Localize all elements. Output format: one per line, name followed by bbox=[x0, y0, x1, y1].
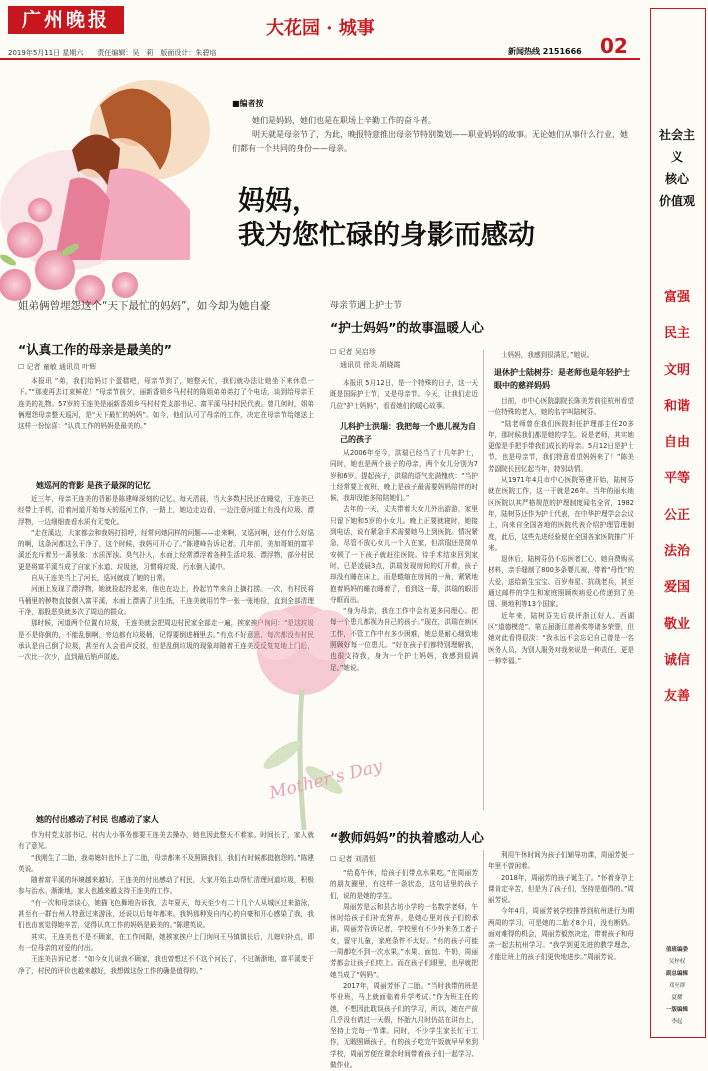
editor-note-text: 她们是妈妈，她们也是在职场上辛勤工作的奋斗者。 明天就是母亲节了，为此，晚报特意推出母亲节特别策划——职业妈妈的故事。无论她们从事什么行业，她们都有一个共同的身份——母亲。 bbox=[232, 116, 628, 153]
newspaper-logo: 广州晚报 bbox=[8, 6, 124, 34]
core-value: 公正 bbox=[663, 507, 690, 523]
sidebar-credits: 值班编委 吴梓权 副总编辑 邓至群 夏耀 一版编辑 李起 bbox=[665, 947, 688, 1025]
article2-body-b-top: 士妈妈，我感到很满足。”她说。 bbox=[501, 351, 594, 359]
article1-body-section2: 作为村党支部书记、村内大小事务都要王连美去操办，她也因此整天不着家。时间长了，家人就有了意见。 “我刚生了二胎，我弟媳妇也怀上了二胎，母亲都来不及照顾我们，我们有时候都挺抱怨的。”陈建英说。 随着富平溪的环境越来越好，王连美的付出感动了村民，大家开始主动帮忙清理河道垃圾，积极参与治水。渐渐地，家人也越来越支持王连美的工作。 “有一次和母亲谈心，她描飞色舞地告诉我，去年夏天，每天至少有二十几个人从城区过来游泳，甚至有一群台州人特意过来游泳，还说以后每年都来。我妈那种发自内心的自豪和开心感染了我，我们也由衷觉得她辛苦，觉得认真工作的妈妈是最美的。”陈建英说。 其实，王连美也不是不顾家，在工作间隙，她挨家挨户上门询问王马镇镇长后，儿媳妇补点，即有一位母亲的对爱的付出。 王连美告诉记者：“如今女儿说我不顾家，我也曾想过不不这个河长了，不过渐渐地，富平溪变干净了，村民的评价也越来越好，我想做这份工作的确是值得的。” bbox=[18, 831, 314, 975]
section-title: 大花园 · 城事 bbox=[266, 18, 375, 39]
article2-byline: ☐ 记者 吴启珍 bbox=[330, 348, 376, 356]
article1-body-intro: 本报讯 “弟，我们给妈订个蛋糕吧，母亲节到了，她整天忙，我们就办法让她坐下来休息一下。”“那麦再去订束鲜花！”母亲节前夕，丽新香姐乡马村村的陈姐弟弟弟打了个电话，谈到给母亲王连美的礼物。57岁的王连美是丽新香姐乡马村村党支部书记、富平溪马村村民代表。曾几何时，姐弟俩埋怨母亲整天巡河，是“天下最忙的妈妈”。如今，他们认可了母亲的工作，决定在母亲节给她送上这样一份惊喜：“认真工作的妈妈是最美的。” bbox=[18, 377, 314, 431]
article1-subhead-2: 她的付出感动了村民 也感动了家人 bbox=[36, 815, 159, 824]
article2-body-intro: 本报讯 5月12日，是一个特殊的日子，这一天既是国际护士节，又是母亲节。今天，让我们走近几位“护士妈妈”，看看她们的暖心故事。 bbox=[330, 379, 478, 410]
page-number: 02 bbox=[600, 34, 628, 58]
news-hotline: 新闻热线 2151666 bbox=[508, 47, 582, 56]
core-value: 敬业 bbox=[663, 616, 690, 632]
article1-subhead-1: 她巡河的背影 是孩子最深的记忆 bbox=[36, 481, 151, 490]
mothers-day-lettering: Mother's Day bbox=[267, 756, 385, 804]
core-value: 和谐 bbox=[663, 398, 690, 414]
column-separator bbox=[483, 350, 484, 810]
core-value: 文明 bbox=[663, 362, 690, 378]
article1-byline: ☐ 记者 童敏 通讯员 叶辉 bbox=[18, 363, 97, 371]
article3-byline: ☐ 记者 刘清恒 bbox=[330, 855, 376, 863]
sidebar-slogan: 社会主义 核心 价值观 bbox=[658, 128, 695, 208]
article1-title: “认真工作的母亲是最美的” bbox=[18, 342, 172, 357]
article2-subhead-a: 儿科护士洪瑞：我把每一个患儿视为自己的孩子 bbox=[340, 422, 476, 444]
date-line: 2019年5月11日 星期六 责任编辑：吴 莉 版面设计：朱碧培 bbox=[8, 49, 217, 57]
core-value: 爱国 bbox=[663, 580, 690, 596]
core-value: 法治 bbox=[663, 544, 690, 560]
article2-body-a: 从2006年至今，洪瑞已经当了十几年护士，同时，她也是两个孩子的母亲，两个女儿分别为7岁和6岁。提起孩子，洪瑞的语气充满愧疚：“当护士经常要上夜班，晚上是孩子最需要妈妈陪伴的时候，我却没能多陪陪她们。” 去年的一天，丈夫带着大女儿外出游游，家里只留下她和5岁的小女儿。晚上正要就寝时，她接到电话，说有紧急手术需要她马上到医院。情况紧急，尽管不放心女儿一个人在家，但洪瑞还是简单安顿了一下孩子就赶往医院。待手术结束回到家时，已是凌晨3点，洪瑞发现房间的灯开着，孩子却没有睡在床上，而是蜷缩在房间的一角，紧紧地抱着妈妈的睡衣睡着了，看到这一幕，洪瑞的眼泪夺眶而出。 “身为母亲，我在工作中会有更多同理心。把每一个患儿都视为自己的孩子。”现在，洪瑞在病区工作，不管工作中有多少困难，她总是耐心细致地照顾好每一位患儿。“好在孩子们都特别理解我，也很支持我，身为一个护士妈妈，我感到很满足。”她说。 bbox=[330, 449, 478, 672]
article3-body-a: “给葛午休，给孩子们带点水果吃。”在周丽芳的朋友圈里，有这样一条状态，这句话里的孩子们，说的是她的学生。 周丽芳是云和县古坊小学的一名数学老师，午休时给孩子们补充营养，是她心里对孩子们的承诺。周丽芳告诉记者，学校里有不少外来务工者子女，留守儿童，家庭条件不太好。“有的孩子可能一周都吃不到一次水果。”水果、面包、牛奶，周丽芳都会让孩子们吃上。而在孩子们眼里，也早就把她当成了“妈妈”。 2017年，周丽芳怀了二胎。“当时我带的班是毕业班，马上就面临着升学考试。”作为班主任的她，不想因此耽误孩子们的学习，所以，她在产前几乎没有请过一天假，怀胎九月时仍站在讲台上，坚持上完每一节课。同时，不少学生家长忙于工作，无暇照顾孩子，有的孩子吃完午饭就早早来到学校，周丽芳便在课余时间带着孩子们一起学习、做作业。 bbox=[330, 869, 478, 1070]
main-headline: 妈妈， 我为您忙碌的身影而感动 bbox=[238, 186, 535, 251]
core-value: 友善 bbox=[663, 689, 690, 705]
article2-byline-2: 通讯员 徐炎 胡晓霞 bbox=[340, 361, 401, 369]
core-value: 诚信 bbox=[663, 652, 690, 668]
core-value: 自由 bbox=[663, 435, 690, 451]
core-value: 富强 bbox=[663, 290, 690, 305]
article3-title: “教师妈妈”的执着感动人心 bbox=[330, 830, 484, 845]
core-values-list bbox=[654, 280, 700, 716]
core-value: 平等 bbox=[663, 471, 690, 487]
article2-kicker: 母亲节遇上护士节 bbox=[330, 301, 403, 311]
article2-body-b: 目前，市中心医院副院长陈美芳前往杭州看望一位特殊的老人，她的名字叫陆树芬。 “陆老师曾在我们医院担任护理部主任20多年，那时候我们都是她的学生。说是老师，其实她更像是手把手带我们成长的母亲。5月12日是护士节，也是母亲节，我们特意看望妈妈来了！”陈美芳副院长回忆起当年，特别动情。 从1971年4月市中心医院筹建开始，陆树芬就在医院工作，这一干就是26年。当年的丽水地区医院以其严格规范的护理制度闻名全省，1982年，陆树芬还作为护士代表，在中华护理学会会议上，向来自全国各地的医院代表介绍护理管理制度，此后，这些先进经验便在全国各家医院推广开来。 退休后，陆树芬仍不忘医者仁心，她自费购买材料，亲手缝制了800多条婴儿被，带着“母性”的大爱，送给新生宝宝、百岁寿星、抗战老兵，甚至通过邮件的学生和家庭照顾疾病爱心传递到了美国、奥地利等13个国家。 近年来，陆树芬先后获评浙江好人、西湖区“道德模范”、第五届浙江慈善奖等诸多荣誉，但她对此看得很淡：“我永远不会忘记自己曾是一名医务人员，为别人服务对我来说是一种责任，更是一种幸福。” bbox=[488, 397, 634, 665]
article1-kicker: 姐弟俩曾埋怨这个“天下最忙的妈妈”，如今却为她自豪 bbox=[18, 300, 271, 312]
article1-body-section1: 近三年，母亲王连美的背影是陈建峰深刻的记忆。每天清晨，当大多数村民还在睡觉，王连美已经带上手机，沿着河道开始每天的巡河工作，一路上，她边走边看，一边注意河道上有没有垃圾、漂浮物，一边细细查看水质有无变化。 “走在溪边，大家都会和我妈打招呼，经常问她同样的问题——走来啊，又巡河啊，还有什么好巡的啊，这条河都这么干净了，这个时候，我妈可开心了。”陈建峰告诉记者。几年前，美加哥姐的富平溪还充斥着另一番景象：水质浑浊、臭气扑人，水面上经常漂浮着各种生活垃圾、漂浮物，部分村民更是将富平溪当成了自家下水道、垃圾池，习惯将垃圾、污水倒入溪中。 自从王连美当上了河长，巡河就成了她的日常。 河面上发现了漂浮物，她就捡起拎起来，他也在边上，拎起竹竿来自上摘打捞。一次，有村民将马桶里的秽物直接倒入富平溪，水面上漂满了卫生纸，王连美就用竹竿一张一张地捡，直到全部清理干净，那股恶臭就多次了周边的群众。 那时候，河道两个位置有垃圾，王连美就会把周边村民家全部走一遍，挨家挨户询问：“是这垃圾是不是你倒的，不能乱倒啊，旁边都有垃圾桶，记得要倒进桶里去。”有点不好意思，每次都没有村民承认是自己倒了垃圾，甚至有人会看声反驳，但是乱倒垃圾的现象却随着王连美反反复复地上门后，一次比一次少，直到最后销声匿迹。 bbox=[18, 495, 314, 662]
article2-title: “护士妈妈”的故事温暖人心 bbox=[330, 320, 484, 335]
article3-body-b: 利用午休时间为孩子们辅导功课，周丽芳便一年里不曾闲着。 2018年，周丽芳的孩子诞生了。“怀着身孕上课肯定辛苦，但是为了孩子们，坚持是值得的。”周丽芳说。 今年4月，周丽芳被学校推荐到杭州进行为期两周的学习，可是她的二胎才8个月，没有断奶。面对难得的机会，周丽芳毅然决定，带着孩子和母亲一起去杭州学习。“我学到更先进的教学理念，才能让班上的孩子们更快地进步。”周丽芳说。 bbox=[488, 851, 634, 961]
core-value: 民主 bbox=[663, 326, 690, 342]
editor-note-label: ■编者按 bbox=[232, 99, 264, 108]
mother-daughter-illustration bbox=[0, 60, 235, 305]
column-separator-3 bbox=[483, 850, 484, 1040]
article2-subhead-b: 退休护士陆树芬：是老师也是年轻护士眼中的慈祥妈妈 bbox=[494, 368, 630, 390]
